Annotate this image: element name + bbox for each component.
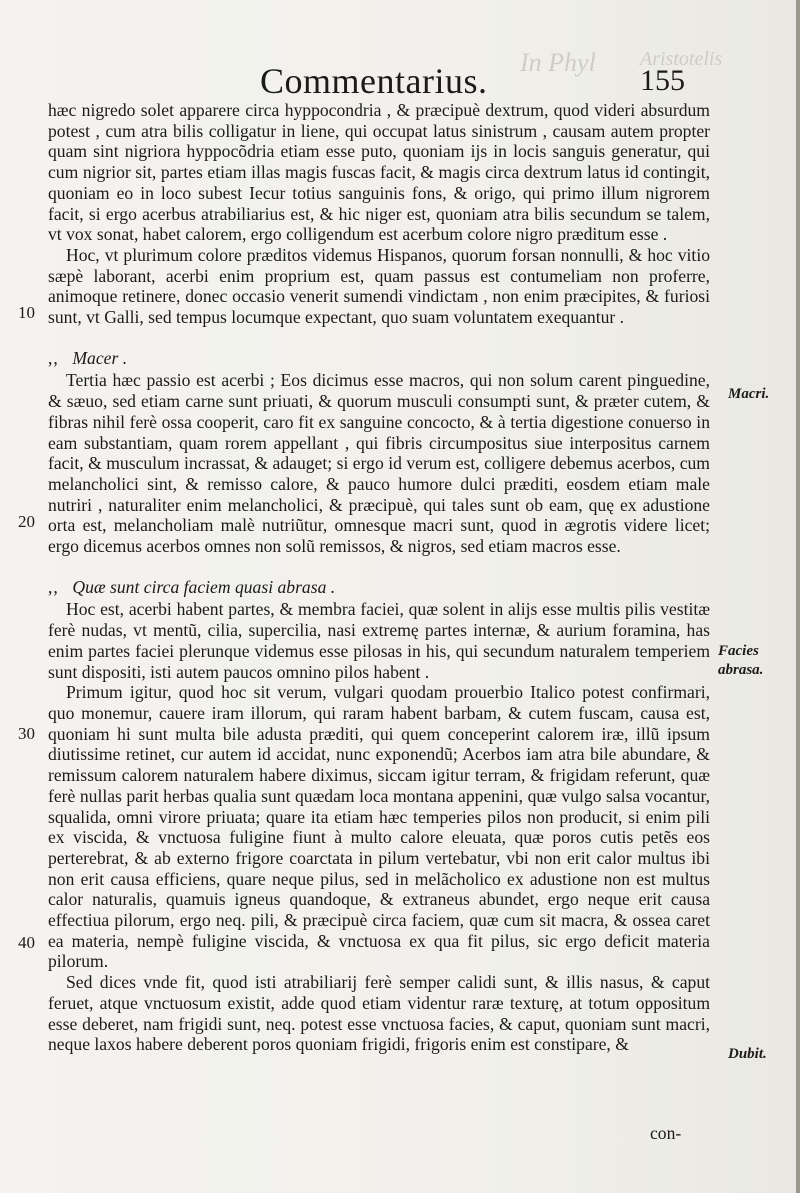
paragraph: Hoc est, acerbi habent partes, & membra faciei, quæ solent in alijs esse multis pilis vestitæ ferè nudas, vt mentũ, cilia, supercilia, nasi extremę partes internæ, & aurium foramina, has enim partes faciei plerunque videmus esse pilosas in his, qui secundum naturalem temperiem sunt dispositi, isti autem paucos omnino pilos habent . — [48, 599, 710, 682]
page-number: 155 — [640, 64, 685, 97]
lemma-mark: ,, — [48, 576, 59, 597]
bleed-through-text: Aristotelis — [640, 48, 723, 70]
paragraph: Hoc, vt plurimum colore præditos videmus Hispanos, quorum forsan nonnulli, & hoc vitio sæpè laborant, acerbi enim proprium est, quam passus est contumeliam non proferre, animoque retinere, donec occasio venerit sumendi vindictam , non enim præcipites, & furiosi sunt, vt Galli, sed tempus locumque expectant, quo suam voluntatem exequantur . — [48, 244, 710, 328]
catchword: con- — [650, 1123, 682, 1143]
line-number: 40 — [18, 933, 35, 952]
line-number: 30 — [18, 724, 35, 743]
lemma-mark: ,, — [48, 347, 59, 368]
section-heading-text: Quæ sunt circa faciem quasi abrasa . — [72, 576, 336, 597]
marginal-note: Facies abrasa. — [718, 643, 764, 678]
section-heading-text: Macer . — [72, 347, 128, 368]
main-text — [48, 100, 710, 1055]
bleed-through-text: In Phyl — [520, 48, 596, 77]
line-number: 10 — [18, 303, 35, 322]
marginal-note: Macri. — [728, 386, 770, 402]
paragraph: hæc nigredo solet apparere circa hyppocondria , & præcipuè dextrum, quod videri absurdum potest , cum atra bilis colligatur in liene, qui occupat latus sinistrum , causam autem propter quam sint nigriora hyppocõdria etiam esse puto, quoniam ijs in locis sanguis generatur, qui cum nigrior sit, partes etiam illas magis fuscas facit, & magis circa dextrum latus id contingit, quoniam eo in loco subest Iecur totius sanguinis fons, & origo, qui primo illum nigrorem facit, si ergo acerbus atrabiliarius est, & hic niger est, quoniam atra bilis secundum se talem, vt vox sonat, habet calorem, ergo colligendum est acerbum colore nigro præditum esse . — [48, 100, 710, 245]
section-heading — [48, 577, 710, 598]
paragraph: Primum igitur, quod hoc sit verum, vulgari quodam prouerbio Italico potest confirmari, quo monemur, cauere iram illorum, qui raram habent barbam, & cutem fuscam, causa est, quoniam hi sunt multa bile adusta præditi, qui quem conceperint calorem iræ, illũ ipsum diutissime retinet, cur autem id accidat, nunc exponendũ; Acerbos iam atra bile abundare, & remissum calorem naturalem habere diximus, siccam igitur terram, & frigidam referunt, quæ ferè nullas parit herbas qualia sunt quædam loca montana appenini, quæ vulgo salsa vocantur, squalida, omni virore priuata; quare ita etiam hæc temperies pilos non producit, si enim pili ex viscida, & vnctuosa fuligine fiunt à multo calore eleuata, quæ poros cutis petẽs eos perterebrat, & ab externo frigore coarctata in pilum vertebatur, vbi non erit calor multus ibi non erit causa efficiens, quare neque pilus, sed in melãcholico ex adustione non est multus calor naturalis, quamuis igneus quandoque, & extraneus abundet, ergo neque erit causa effectiua pilorum, ergo neq. pili, & præcipuè circa faciem, quæ cum sit macra, & ossea caret ea materia, nempè fuligine viscida, & vnctuosa ex qua fit pilus, sic ergo deficit materia pilorum. — [48, 682, 710, 972]
paragraph: Sed dices vnde fit, quod isti atrabiliarij ferè semper calidi sunt, & illis nasus, & caput feruet, atque vnctuosum existit, adde quod etiam videntur raræ texturę, at totum oppositum esse deberet, nam frigidi sunt, neq. potest esse vnctuosa facies, & caput, quoniam sunt macri, neque laxos habere deberent poros quoniam frigidi, frigoris enim est constipare, & — [48, 972, 710, 1055]
line-number: 20 — [18, 512, 35, 531]
marginal-note: Dubit. — [728, 1046, 767, 1062]
section-heading — [48, 348, 710, 369]
paragraph: Tertia hæc passio est acerbi ; Eos dicimus esse macros, qui non solum carent pinguedine, & sæuo, sed etiam carne sunt priuati, & quorum musculi consumpti sunt, & præter cutem, & fibras nihil ferè ossa cooperit, caro fit ex sanguine concocto, & à tertia digestione conuerso in eam substantiam, quam rorem appellant , qui fibris circumpositus siue interpositus carnem facit, & musculum incrassat, & adauget; si ergo id verum est, colligere debemus acerbos, cum melancholici sint, & remisso calore, & pauco humore dulci præditi, eosdem etiam male nutriri , naturaliter enim melancholici, & præcipuè, qui tales sunt ob eam, quę ex adustione orta est, melancholiam malè nutriũtur, omnesque macri sunt, quod in ægrotis videre licet; ergo dicemus acerbos omnes non solũ remissos, & nigros, sed etiam macros esse. — [48, 370, 710, 557]
running-header-title: Commentarius. — [260, 61, 488, 101]
